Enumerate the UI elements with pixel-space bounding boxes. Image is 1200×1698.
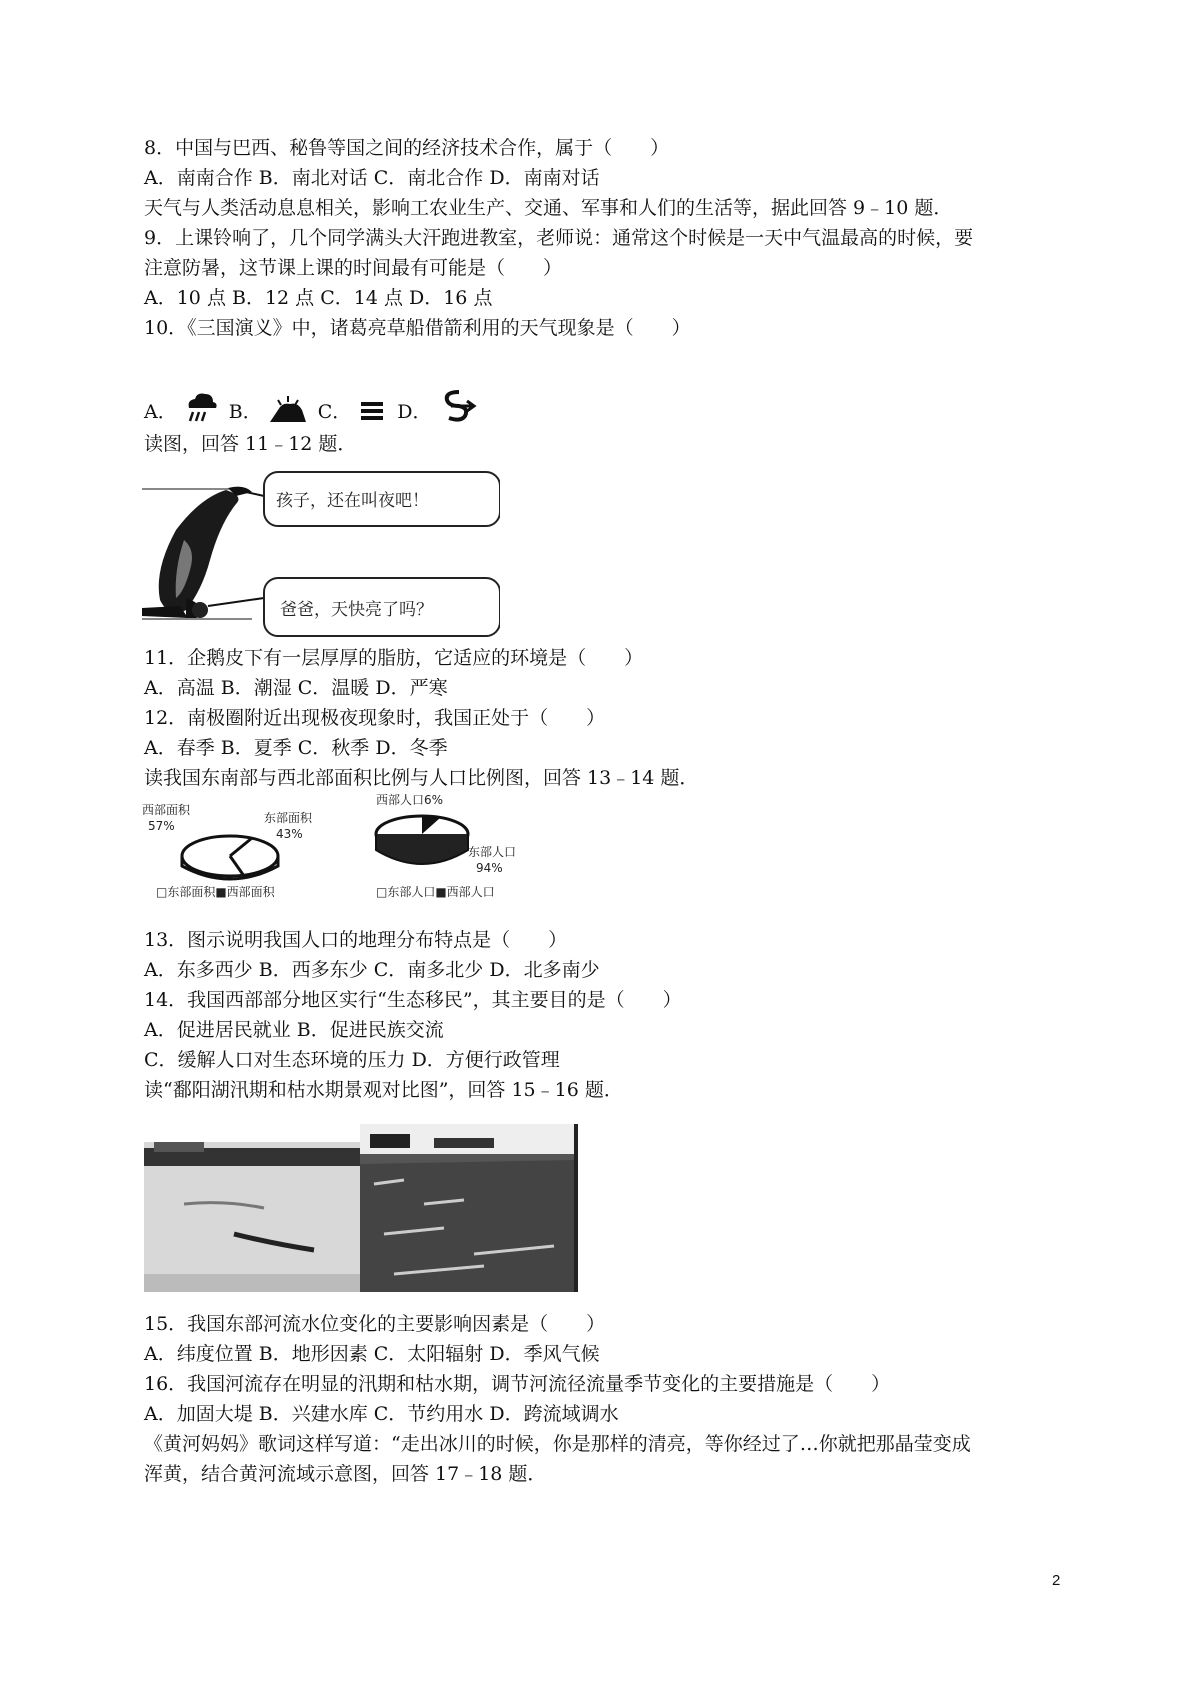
question-10: 10．《三国演义》中，诸葛亮草船借箭利用的天气现象是（ ） xyxy=(144,317,691,339)
question-11-options: A．高温 B．潮湿 C．温暖 D．严寒 xyxy=(144,677,448,699)
area-east-pct: 43% xyxy=(276,827,303,841)
strong-wind-icon xyxy=(437,388,477,424)
question-14-options-ab: A．促进居民就业 B．促进民族交流 xyxy=(144,1019,444,1041)
penguin-figure xyxy=(140,470,500,640)
question-9-options: A．10 点 B．12 点 C．14 点 D．16 点 xyxy=(144,287,493,309)
intro-17-18-line1: 《黄河妈妈》歌词这样写道：“走出冰川的时候，你是那样的清亮，等你经过了…你就把那晶莹变成 xyxy=(144,1433,971,1455)
population-legend: □东部人口■西部人口 xyxy=(376,885,495,899)
intro-13-14: 读我国东南部与西北部面积比例与人口比例图，回答 13﹣14 题． xyxy=(144,767,699,789)
question-14: 14．我国西部部分地区实行“生态移民”，其主要目的是（ ） xyxy=(144,989,682,1011)
question-16: 16．我国河流存在明显的汛期和枯水期，调节河流径流量季节变化的主要措施是（ ） xyxy=(144,1373,891,1395)
question-8: 8．中国与巴西、秘鲁等国之间的经济技术合作，属于（ ） xyxy=(144,137,670,159)
penguin-bubble-bottom-text: 爸爸，天快亮了吗？ xyxy=(280,600,433,620)
population-east-label: 东部人口 xyxy=(468,845,517,859)
question-15: 15．我国东部河流水位变化的主要影响因素是（ ） xyxy=(144,1313,606,1335)
question-12: 12．南极圈附近出现极夜现象时，我国正处于（ ） xyxy=(144,707,606,729)
poyang-lake-photos xyxy=(144,1124,584,1292)
area-east-label: 东部面积 xyxy=(264,811,313,825)
intro-17-18-line2: 浑黄，结合黄河流域示意图，回答 17﹣18 题． xyxy=(144,1463,547,1485)
question-9-line2: 注意防暑，这节课上课的时间最有可能是（ ） xyxy=(144,257,563,279)
area-legend: □东部面积■西部面积 xyxy=(156,885,275,899)
option-b-label: B． xyxy=(228,401,262,423)
question-9-line1: 9．上课铃响了，几个同学满头大汗跑进教室，老师说：通常这个时候是一天中气温最高的时候，要 xyxy=(144,227,974,249)
question-14-options-cd: C．缓解人口对生态环境的压力 D．方便行政管理 xyxy=(144,1049,560,1071)
intro-15-16: 读“鄱阳湖汛期和枯水期景观对比图”，回答 15﹣16 题． xyxy=(144,1079,623,1101)
population-west-label: 西部人口6% xyxy=(376,793,444,807)
question-8-options: A．南南合作 B．南北对话 C．南北合作 D．南南对话 xyxy=(144,167,600,189)
penguin-bubble-top-text: 孩子，还在叫夜吧！ xyxy=(276,491,429,511)
question-16-options: A．加固大堤 B．兴建水库 C．节约用水 D．跨流域调水 xyxy=(144,1403,619,1425)
population-pie-figure xyxy=(370,790,550,900)
page-number: 2 xyxy=(1052,1572,1061,1589)
question-11: 11．企鹅皮下有一层厚厚的脂肪，它适应的环境是（ ） xyxy=(144,647,644,669)
area-pie-figure xyxy=(140,800,320,900)
option-a-label: A． xyxy=(144,401,177,423)
question-12-options: A．春季 B．夏季 C．秋季 D．冬季 xyxy=(144,737,448,759)
question-10-options xyxy=(144,388,487,424)
question-13: 13．图示说明我国人口的地理分布特点是（ ） xyxy=(144,929,568,951)
rain-icon xyxy=(183,390,219,424)
intro-11-12: 读图，回答 11﹣12 题． xyxy=(144,433,357,455)
sand-storm-icon xyxy=(268,394,308,424)
intro-9-10: 天气与人类活动息息相关，影响工农业生产、交通、军事和人们的生活等，据此回答 9﹣10 题． xyxy=(144,197,953,219)
population-east-pct: 94% xyxy=(476,861,503,875)
question-13-options: A．东多西少 B．西多东少 C．南多北少 D．北多南少 xyxy=(144,959,600,981)
option-c-label: C． xyxy=(317,401,352,423)
question-15-options: A．纬度位置 B．地形因素 C．太阳辐射 D．季风气候 xyxy=(144,1343,600,1365)
area-west-pct: 57% xyxy=(148,819,175,833)
option-d-label: D． xyxy=(397,401,432,423)
area-west-label: 西部面积 xyxy=(142,803,191,817)
fog-icon xyxy=(357,398,387,424)
